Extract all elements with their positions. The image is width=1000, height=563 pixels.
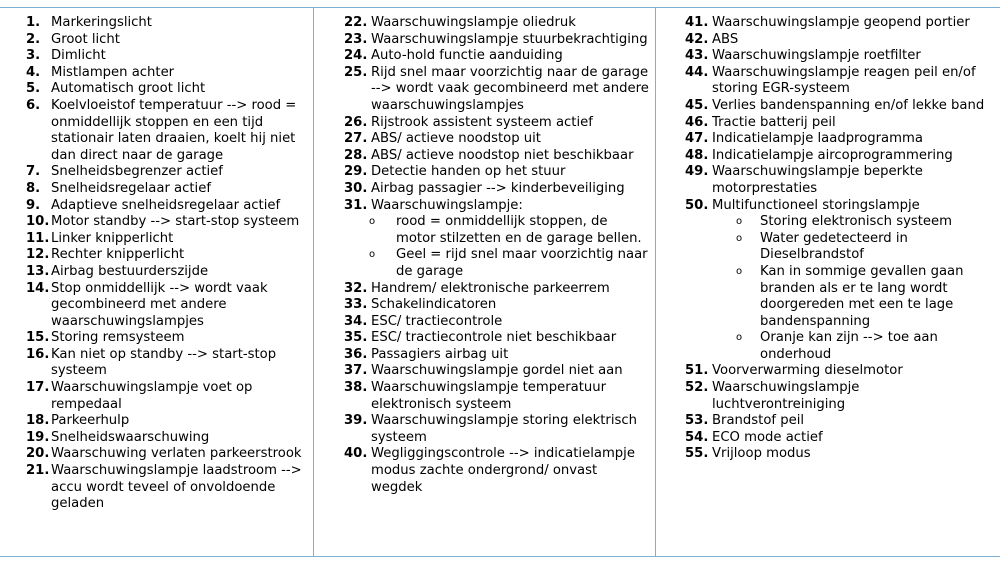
- list-item: [26, 446, 313, 463]
- item-text: Waarschuwingslampje:: [371, 197, 523, 213]
- list-item: [26, 98, 313, 164]
- list-item: [685, 164, 1000, 197]
- item-number: 7.: [26, 164, 41, 180]
- item-number: 15.: [26, 330, 50, 346]
- list-item: [344, 363, 655, 380]
- item-text: Airbag passagier --> kinderbeveiliging: [371, 180, 625, 196]
- item-number: 5.: [26, 81, 41, 97]
- item-number: 46.: [685, 114, 709, 130]
- item-text: Waarschuwingslampje oliedruk: [371, 15, 576, 30]
- item-text: ABS/ actieve noodstop niet beschikbaar: [371, 147, 634, 163]
- item-text: Rechter knipperlicht: [51, 247, 185, 263]
- list-item: [685, 413, 1000, 430]
- list-item: [685, 98, 1000, 115]
- item-text: Koelvloeistof temperatuur --> rood = onmiddellijk stoppen en een tijd stationair laten draaien, koelt hij niet dan direct naar de garage: [51, 97, 297, 163]
- item-number: 43.: [685, 48, 709, 64]
- item-number: 54.: [685, 429, 709, 445]
- item-number: 31.: [344, 197, 368, 213]
- list-item: [344, 281, 655, 298]
- item-number: 11.: [26, 230, 50, 246]
- item-number: 50.: [685, 197, 709, 213]
- list-item: [26, 164, 313, 181]
- item-text: Waarschuwingslampje geopend portier: [712, 15, 970, 30]
- list-item: [344, 380, 655, 413]
- item-text: Indicatielampje laadprogramma: [712, 131, 923, 147]
- item-number: 29.: [344, 164, 368, 180]
- item-text: Airbag bestuurderszijde: [51, 263, 209, 279]
- item-number: 42.: [685, 31, 709, 47]
- item-text: Kan niet op standby --> start-stop systeem: [51, 346, 277, 379]
- item-number: 53.: [685, 413, 709, 429]
- item-number: 4.: [26, 64, 41, 80]
- list-item: [685, 32, 1000, 49]
- item-number: 3.: [26, 48, 41, 64]
- sub-item-text: Oranje kan zijn --> toe aan onderhoud: [760, 330, 938, 362]
- item-text: Parkeerhulp: [51, 413, 130, 429]
- item-text: Brandstof peil: [712, 413, 805, 429]
- item-text: Dimlicht: [51, 48, 106, 64]
- list-item: [685, 380, 1000, 413]
- item-number: 2.: [26, 31, 41, 47]
- item-text: Waarschuwingslampje temperatuur elektronisch systeem: [371, 380, 607, 412]
- item-number: 35.: [344, 330, 368, 346]
- item-text: ESC/ tractiecontrole: [371, 313, 503, 329]
- item-text: Motor standby --> start-stop systeem: [51, 214, 300, 230]
- item-number: 14.: [26, 280, 50, 296]
- list-item: [26, 463, 313, 513]
- item-text: Indicatielampje aircoprogrammering: [712, 147, 953, 163]
- list-item: [26, 330, 313, 347]
- item-number: 13.: [26, 263, 50, 279]
- list-item: [344, 413, 655, 446]
- list-item: [344, 48, 655, 65]
- bullet-icon: o: [369, 216, 376, 228]
- item-number: 34.: [344, 313, 368, 329]
- item-number: 19.: [26, 429, 50, 445]
- list-item: [685, 363, 1000, 380]
- item-text: Schakelindicatoren: [371, 297, 497, 313]
- sub-list-item: [736, 264, 1000, 330]
- item-number: 45.: [685, 97, 709, 113]
- list-item: [26, 81, 313, 98]
- list-item: [344, 115, 655, 132]
- list-item: [685, 65, 1000, 98]
- list-item: [26, 65, 313, 82]
- item-text: ABS: [712, 31, 739, 47]
- item-number: 52.: [685, 380, 709, 396]
- item-number: 9.: [26, 197, 41, 213]
- list-item: [344, 65, 655, 115]
- bullet-icon: o: [736, 232, 743, 244]
- column-2: [313, 8, 655, 556]
- item-number: 39.: [344, 413, 368, 429]
- item-text: Passagiers airbag uit: [371, 346, 509, 362]
- item-text: Rijstrook assistent systeem actief: [371, 114, 593, 130]
- item-text: Linker knipperlicht: [51, 230, 174, 246]
- list-item: [685, 15, 1000, 32]
- item-text: Wegliggingscontrole --> indicatielampje modus zachte ondergrond/ onvast wegdek: [371, 446, 635, 495]
- item-text: Handrem/ elektronische parkeerrem: [371, 280, 610, 296]
- item-text: Waarschuwingslampje stuurbekrachtiging: [371, 31, 648, 47]
- sub-item-text: rood = onmiddellijk stoppen, de motor stilzetten en de garage bellen.: [396, 214, 642, 246]
- item-text: Groot licht: [51, 31, 120, 47]
- list-item: [344, 330, 655, 347]
- item-number: 48.: [685, 147, 709, 163]
- sub-list-item: [369, 247, 655, 280]
- item-number: 10.: [26, 214, 50, 230]
- item-text: Waarschuwingslampje luchtverontreiniging: [712, 380, 860, 412]
- list-item: [344, 32, 655, 49]
- item-text: Verlies bandenspanning en/of lekke band: [712, 97, 985, 113]
- item-text: Waarschuwingslampje reagen peil en/of storing EGR-systeem: [712, 64, 976, 97]
- list-item: [685, 430, 1000, 447]
- item-number: 18.: [26, 413, 50, 429]
- list-item: [26, 32, 313, 49]
- item-number: 17.: [26, 380, 50, 396]
- sub-list-item: [736, 330, 1000, 363]
- item-number: 44.: [685, 64, 709, 80]
- list-item: [26, 231, 313, 248]
- item-text: Waarschuwingslampje voet op rempedaal: [51, 380, 253, 412]
- legend-table: [0, 7, 1000, 557]
- list-item: [26, 430, 313, 447]
- item-number: 30.: [344, 180, 368, 196]
- item-number: 37.: [344, 363, 368, 379]
- item-text: Detectie handen op het stuur: [371, 164, 566, 180]
- column-3: [655, 8, 1000, 556]
- sub-item-text: Kan in sommige gevallen gaan branden als er te lang wordt doorgereden met een te lage bandenspanning: [760, 263, 964, 329]
- list-item: [26, 181, 313, 198]
- item-text: Tractie batterij peil: [712, 114, 836, 130]
- item-number: 22.: [344, 15, 368, 30]
- item-number: 47.: [685, 131, 709, 147]
- sub-item-text: Water gedetecteerd in Dieselbrandstof: [760, 230, 908, 263]
- item-text: Snelheidsregelaar actief: [51, 180, 211, 196]
- list-item: [26, 15, 313, 32]
- item-text: Vrijloop modus: [712, 446, 811, 462]
- item-number: 49.: [685, 164, 709, 180]
- sub-list-item: [369, 214, 655, 247]
- item-number: 23.: [344, 31, 368, 47]
- item-number: 20.: [26, 446, 50, 462]
- item-text: Mistlampen achter: [51, 64, 175, 80]
- item-number: 40.: [344, 446, 368, 462]
- item-number: 27.: [344, 131, 368, 147]
- list-item: [685, 48, 1000, 65]
- list-item: [685, 446, 1000, 463]
- list-item: [344, 15, 655, 32]
- item-text: ECO mode actief: [712, 429, 823, 445]
- item-text: Rijd snel maar voorzichtig naar de garage --> wordt vaak gecombineerd met andere waarschuwingslampjes: [371, 64, 649, 113]
- item-number: 55.: [685, 446, 709, 462]
- bullet-icon: o: [369, 249, 376, 261]
- list-item: [26, 198, 313, 215]
- item-text: Stop onmiddellijk --> wordt vaak gecombineerd met andere waarschuwingslampjes: [51, 280, 268, 329]
- item-text: Storing remsysteem: [51, 330, 185, 346]
- list-item: [26, 347, 313, 380]
- list-item: [26, 247, 313, 264]
- list-item: [26, 380, 313, 413]
- item-text: Waarschuwing verlaten parkeerstrook: [51, 446, 302, 462]
- list-item: [685, 115, 1000, 132]
- sub-item-text: Geel = rijd snel maar voorzichtig naar de garage: [396, 247, 648, 279]
- column-1: [0, 8, 313, 556]
- item-text: Auto-hold functie aanduiding: [371, 48, 563, 64]
- bullet-icon: o: [736, 332, 743, 344]
- list-item: [26, 48, 313, 65]
- list-item: [344, 297, 655, 314]
- item-number: 25.: [344, 64, 368, 80]
- sub-list-item: [736, 231, 1000, 264]
- item-number: 51.: [685, 363, 709, 379]
- sub-item-text: Storing elektronisch systeem: [760, 214, 952, 230]
- item-number: 41.: [685, 15, 709, 30]
- item-text: Waarschuwingslampje storing elektrisch systeem: [371, 413, 637, 445]
- item-number: 6.: [26, 97, 41, 113]
- list-item: [26, 214, 313, 231]
- item-number: 28.: [344, 147, 368, 163]
- list-item: [685, 131, 1000, 148]
- item-text: Snelheidsbegrenzer actief: [51, 164, 223, 180]
- list-item: [344, 164, 655, 181]
- item-number: 24.: [344, 48, 368, 64]
- item-number: 16.: [26, 346, 50, 362]
- item-text: Automatisch groot licht: [51, 81, 206, 97]
- item-number: 32.: [344, 280, 368, 296]
- sub-list-item: [736, 214, 1000, 231]
- item-number: 8.: [26, 180, 41, 196]
- item-text: Adaptieve snelheidsregelaar actief: [51, 197, 281, 213]
- list-item: [26, 264, 313, 281]
- list-item: [344, 131, 655, 148]
- item-text: Markeringslicht: [51, 15, 152, 30]
- item-number: 1.: [26, 15, 41, 30]
- item-text: Waarschuwingslampje gordel niet aan: [371, 363, 623, 379]
- item-text: Waarschuwingslampje beperkte motorprestaties: [712, 164, 923, 196]
- item-number: 33.: [344, 297, 368, 313]
- item-number: 38.: [344, 380, 368, 396]
- list-item: [26, 281, 313, 331]
- item-text: Multifunctioneel storingslampje: [712, 197, 920, 213]
- bullet-icon: o: [736, 216, 743, 228]
- list-item: [344, 198, 655, 215]
- item-number: 36.: [344, 346, 368, 362]
- item-number: 21.: [26, 463, 50, 479]
- item-text: Voorverwarming dieselmotor: [712, 363, 903, 379]
- item-text: Waarschuwingslampje laadstroom --> accu wordt teveel of onvoldoende geladen: [51, 463, 302, 512]
- list-item: [685, 148, 1000, 165]
- list-item: [344, 347, 655, 364]
- list-item: [344, 181, 655, 198]
- item-number: 12.: [26, 247, 50, 263]
- list-item: [344, 148, 655, 165]
- item-text: Waarschuwingslampje roetfilter: [712, 48, 921, 64]
- list-item: [685, 198, 1000, 215]
- list-item: [344, 446, 655, 496]
- item-number: 26.: [344, 114, 368, 130]
- bullet-icon: o: [736, 265, 743, 277]
- item-text: Snelheidswaarschuwing: [51, 429, 210, 445]
- list-item: [344, 314, 655, 331]
- list-item: [26, 413, 313, 430]
- item-text: ABS/ actieve noodstop uit: [371, 131, 541, 147]
- item-text: ESC/ tractiecontrole niet beschikbaar: [371, 330, 617, 346]
